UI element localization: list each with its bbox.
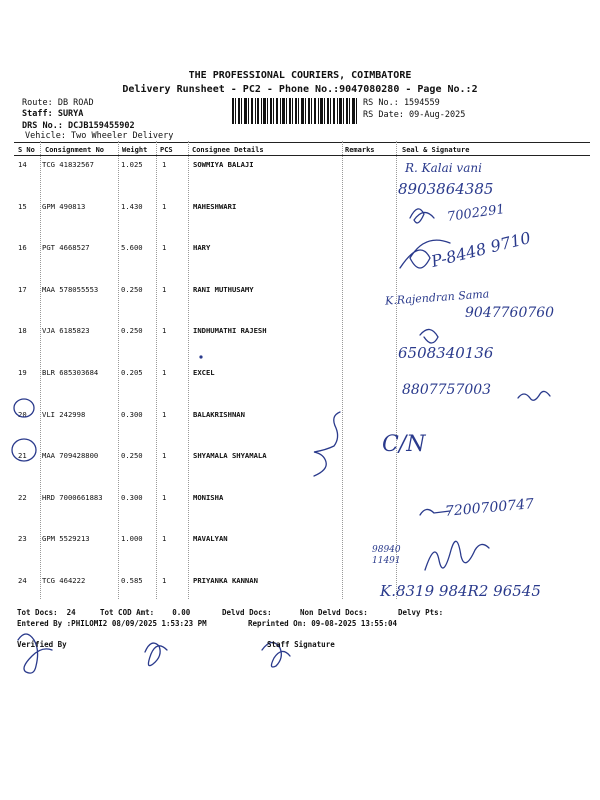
weight-cell: 1.430 xyxy=(121,201,143,211)
weight-cell: 0.250 xyxy=(121,326,143,336)
handwritten-phone: P-8448 9710 xyxy=(429,227,533,272)
col-consignment: Consignment No xyxy=(45,146,105,154)
handwritten-signature: K.Rajendran Sama xyxy=(384,287,490,308)
sno-cell: 21 xyxy=(18,451,27,461)
signature-scribble xyxy=(420,329,438,343)
consignee-cell: MAHESHWARI xyxy=(193,201,237,211)
pcs-cell: 1 xyxy=(162,201,167,211)
consignment-cell: BLR 685303684 xyxy=(42,368,99,377)
col-sno: S No xyxy=(18,146,35,154)
weight-cell: 0.300 xyxy=(121,409,143,419)
sno-cell: 15 xyxy=(18,201,27,211)
consignee-cell: PRIYANKA KANNAN xyxy=(193,576,258,585)
signature-scribble xyxy=(518,391,550,400)
consignee-cell: SHYAMALA SHYAMALA xyxy=(193,451,267,461)
signature-scribble xyxy=(400,240,450,268)
consignee-cell: MONISHA xyxy=(193,492,224,502)
consignment-cell: GPM 490813 xyxy=(42,201,86,211)
col-remarks: Remarks xyxy=(345,146,375,154)
pcs-cell: 1 xyxy=(162,243,167,253)
pcs-cell: 1 xyxy=(162,534,167,544)
non-delivered-docs: Non Delvd Docs: xyxy=(300,608,368,617)
consignee-cell: BALAKRISHNAN xyxy=(193,409,245,419)
handwritten-signature: R. Kalai vani xyxy=(405,161,482,175)
runsheet-title: Delivery Runsheet - PC2 - Phone No.:9047080280 - Page No.:2 xyxy=(122,84,478,95)
tot-cod-amount: Tot COD Amt: 0.00 xyxy=(100,608,191,617)
pcs-cell: 1 xyxy=(162,284,167,294)
consignment-cell: TCG 41832567 xyxy=(42,160,94,169)
weight-cell: 0.250 xyxy=(121,451,143,461)
rs-date: RS Date: 09-Aug-2025 xyxy=(363,110,466,120)
sno-cell: 14 xyxy=(18,160,27,169)
sno-cell: 20 xyxy=(18,409,27,419)
handwritten-phone: 7002291 xyxy=(446,202,506,225)
sno-cell: 19 xyxy=(18,368,27,377)
weight-cell: 1.000 xyxy=(121,534,143,544)
staff-label: Staff: SURYA xyxy=(22,109,84,119)
brace-mark xyxy=(314,412,340,476)
signature-scribble xyxy=(410,209,434,223)
weight-cell: 1.025 xyxy=(121,160,143,169)
handwritten-phone: 9047760760 xyxy=(465,305,555,321)
consignment-cell: HRD 7000661883 xyxy=(42,492,103,502)
handwritten-phone: 7200700747 xyxy=(444,496,535,520)
consignee-cell: INDHUMATHI RAJESH xyxy=(193,326,267,336)
weight-cell: 0.205 xyxy=(121,368,143,377)
sno-cell: 23 xyxy=(18,534,27,544)
sno-cell: 22 xyxy=(18,492,27,502)
reprinted-on: Reprinted On: 09-08-2025 13:55:04 xyxy=(248,619,398,628)
pcs-cell: 1 xyxy=(162,492,167,502)
consignment-cell: VJA 6185823 xyxy=(42,326,90,336)
pcs-cell: 1 xyxy=(162,409,167,419)
handwritten-phone: 8807757003 xyxy=(402,382,492,398)
pcs-cell: 1 xyxy=(162,451,167,461)
delivery-points: Delvy Pts: xyxy=(398,608,444,617)
sno-cell: 16 xyxy=(18,243,27,253)
handwritten-remark: C/N xyxy=(382,432,426,457)
vehicle-label: Vehicle: Two Wheeler Delivery xyxy=(25,131,174,141)
col-weight: Weight xyxy=(122,146,148,154)
entered-by: Entered By :PHILOMI2 08/09/2025 1:53:23 PM xyxy=(17,619,207,628)
consignment-cell: PGT 4668527 xyxy=(42,243,90,253)
sno-cell: 17 xyxy=(18,284,27,294)
verified-by: Verified By xyxy=(17,640,67,649)
verified-signature xyxy=(145,643,167,666)
weight-cell: 0.250 xyxy=(121,284,143,294)
consignment-cell: GPM 5529213 xyxy=(42,534,90,544)
circle-mark xyxy=(14,399,34,417)
weight-cell: 0.300 xyxy=(121,492,143,502)
pcs-cell: 1 xyxy=(162,160,167,169)
drs-number: DRS No.: DCJB159455902 xyxy=(22,121,135,131)
consignee-cell: MAVALYAN xyxy=(193,534,228,544)
tot-docs: Tot Docs: 24 xyxy=(17,608,76,617)
col-consignee: Consignee Details xyxy=(192,146,264,154)
col-seal-signature: Seal & Signature xyxy=(402,146,470,154)
handwritten-phone: 6508340136 xyxy=(398,344,494,362)
staff-signature-label: Staff Signature xyxy=(267,640,335,649)
consignee-cell: HARY xyxy=(193,243,211,253)
handwritten-phone: 8903864385 xyxy=(398,180,494,198)
rs-number: RS No.: 1594559 xyxy=(363,98,440,108)
circle-mark xyxy=(12,439,36,461)
pcs-cell: 1 xyxy=(162,576,167,585)
pcs-cell: 1 xyxy=(162,368,167,377)
consignment-cell: TCG 464222 xyxy=(42,576,86,585)
consignee-cell: RANI MUTHUSAMY xyxy=(193,284,254,294)
consignment-cell: MAA 709428800 xyxy=(42,451,99,461)
company-title: THE PROFESSIONAL COURIERS, COIMBATORE xyxy=(188,70,412,81)
pen-dot-mark xyxy=(199,355,202,358)
sno-cell: 24 xyxy=(18,576,27,585)
signature-scribble xyxy=(425,541,489,570)
route-label: Route: DB ROAD xyxy=(22,98,94,108)
sno-cell: 18 xyxy=(18,326,27,336)
weight-cell: 5.600 xyxy=(121,243,143,253)
signature-scribble xyxy=(420,509,450,515)
handwritten-phone: K.8319 984R2 96545 xyxy=(380,582,541,600)
consignment-cell: VLI 242998 xyxy=(42,409,86,419)
pcs-cell: 1 xyxy=(162,326,167,336)
consignee-cell: EXCEL xyxy=(193,368,215,377)
delivered-docs: Delvd Docs: xyxy=(222,608,272,617)
col-pcs: PCS xyxy=(160,146,173,154)
consignment-cell: MAA 578055553 xyxy=(42,284,99,294)
handwritten-note: 98940 11491 xyxy=(372,545,401,566)
weight-cell: 0.585 xyxy=(121,576,143,585)
consignee-cell: SOWMIYA BALAJI xyxy=(193,160,254,169)
